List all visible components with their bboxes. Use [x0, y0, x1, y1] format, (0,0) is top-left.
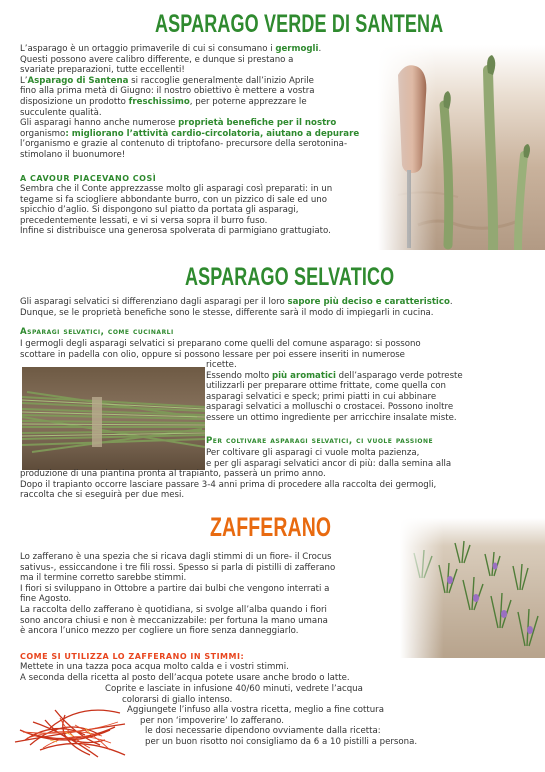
text-line: [20, 44, 390, 55]
text-line: scottare in padella con olio, oppure si possono lessare per poi essere inseriti in numerose: [20, 349, 405, 360]
text-line: Coprite e lasciate in infusione 40/60 minuti, vedrete l’acqua: [105, 684, 363, 694]
text-line: ma il termine corretto sarebbe stimmi.: [20, 573, 187, 584]
aromatici-paragraph: [206, 360, 506, 424]
text-segment: L’: [20, 75, 28, 86]
text-line: A seconda della ricetta al posto dell’acqua potete usare anche brodo o latte.: [20, 672, 350, 683]
zafferano-intro-paragraph: [20, 552, 410, 637]
subtitle-cavour: A CAVOUR PIACEVANO COSÌ: [20, 174, 157, 183]
text-segment: disposizione un prodotto: [20, 96, 129, 107]
text-line: Infine si distribuisce una generosa spolverata di parmigiano grattugiato.: [20, 226, 331, 237]
highlight-text: : migliorano l’attività cardio-circolatoria, aiutano a depurare: [65, 128, 360, 139]
text-line: La raccolta dello zafferano è quotidiana, si svolge all’alba quando i fiori: [20, 604, 327, 615]
text-line: [20, 150, 390, 161]
text-line: è ancora l’unico mezzo per cogliere un fiore senza danneggiarlo.: [20, 626, 299, 637]
text-line: [20, 139, 390, 150]
text-line: spicchio d’aglio. Si dispongono sul piatto da portata gli asparagi,: [20, 205, 299, 216]
text-segment: utilizzarli per preparare ottime frittate, come quella con: [206, 381, 446, 392]
asparagus-field-photo: [378, 45, 545, 250]
highlight-text: freschissimo: [128, 96, 190, 107]
text-segment: Questi possono avere calibro differente, e dunque si prestano a: [20, 54, 294, 65]
text-line: [206, 392, 506, 403]
utilizza-paragraph-b: [105, 684, 525, 748]
text-segment: Gli asparagi selvatici si differenziano dagli asparagi per il loro: [20, 297, 288, 307]
text-line: [20, 97, 390, 108]
text-line: [20, 65, 390, 76]
text-line: precedentemente lessati, e vi si versa sopra il burro fuso.: [20, 215, 268, 226]
text-line: Per coltivare gli asparagi ci vuole molta pazienza,: [206, 448, 420, 458]
text-line: Mettete in una tazza poca acqua molto calda e i vostri stimmi.: [20, 662, 289, 672]
text-line: [20, 76, 390, 87]
text-line: raccolta che si eseguirà per due mesi.: [20, 490, 185, 501]
coltivare-paragraph-a: [206, 448, 516, 469]
text-line: [20, 118, 390, 129]
text-line: Aggiungete l’infuso alla vostra ricetta, meglio a fine cottura: [127, 705, 384, 716]
text-line: [206, 381, 506, 392]
text-segment: essere un ottimo ingrediente per arricchire insalate miste.: [206, 412, 457, 423]
text-line: [20, 308, 530, 319]
text-segment: asparagi selvatici a molluschi o crostacei. Possono inoltre: [206, 402, 454, 413]
crocus-field-photo: [400, 518, 545, 658]
text-segment: Gli asparagi hanno anche numerose: [20, 118, 179, 129]
subtitle-coltivare: Per coltivare asparagi selvatici, ci vuole passione: [206, 436, 434, 446]
text-line: fine Agosto.: [20, 594, 72, 605]
text-line: Dopo il trapianto occorre lasciare passare 3-4 anni prima di procedere alla raccolta dei germogli,: [20, 479, 437, 490]
text-segment: si raccoglie generalmente dall’inizio Aprile: [128, 75, 314, 86]
highlight-text: sapore più deciso e caratteristico: [287, 297, 450, 307]
text-line: [20, 297, 530, 308]
cavour-recipe-paragraph: [20, 184, 380, 237]
text-segment: organismo: [20, 128, 66, 139]
text-line: [206, 402, 506, 413]
text-line: e per gli asparagi selvatici ancor di più: dalla semina alla: [206, 458, 452, 469]
text-line: per un buon risotto noi consigliamo da 6 a 10 pistilli a persona.: [145, 736, 418, 747]
subtitle-come-cucinarli: Asparagi selvatici, come cucinarli: [20, 327, 174, 337]
text-line: [20, 55, 390, 66]
text-line: Sembra che il Conte apprezzasse molto gli asparagi così preparati: in un: [20, 184, 333, 194]
text-segment: L’asparago è un ortaggio primaverile di cui si consumano i: [20, 44, 276, 54]
text-line: [206, 360, 506, 371]
highlight-text: più aromatici: [271, 370, 336, 381]
highlight-text: Asparago di Santena: [27, 75, 129, 86]
text-line: [20, 86, 390, 97]
text-line: sono ancora chiusi e non è meccanizzabile: per fortuna la mano umana: [20, 615, 328, 626]
text-line: [206, 371, 506, 382]
santena-intro-paragraph: [20, 44, 390, 161]
text-segment: svariate preparazioni, tutte eccellenti!: [20, 65, 185, 76]
section-title-santena: ASPARAGO VERDE DI SANTENA: [155, 10, 444, 38]
text-line: [20, 108, 390, 119]
text-line: I fiori si sviluppano in Ottobre a partire dai bulbi che vengono interrati a: [20, 583, 330, 594]
text-line: Lo zafferano è una spezia che si ricava dagli stimmi di un fiore- il Crocus: [20, 552, 332, 562]
text-segment: .: [318, 44, 322, 54]
section-title-selvatico: ASPARAGO SELVATICO: [185, 263, 395, 291]
cucinarli-paragraph: [20, 339, 520, 360]
text-segment: succulente qualità.: [20, 107, 102, 118]
coltivare-paragraph-b: [20, 469, 520, 501]
text-line: I germogli degli asparagi selvatici si preparano come quelli del comune asparago: si possono: [20, 339, 421, 349]
highlight-text: proprietà benefiche per il nostro: [178, 118, 337, 129]
text-segment: fino alla prima metà di Giugno: il nostro obiettivo è mettere a vostra: [20, 86, 315, 97]
text-segment: , per poterne apprezzare le: [189, 96, 307, 107]
selvatico-intro-paragraph: [20, 297, 530, 318]
text-segment: l’organismo e grazie al contenuto di triptofano- precursore della serotonina-: [20, 139, 348, 150]
subtitle-come-utilizza: COME SI UTILIZZA LO ZAFFERANO IN STIMMI:: [20, 652, 245, 661]
text-line: [20, 129, 390, 140]
text-line: produzione di una piantina pronta al trapianto, passerà un primo anno.: [20, 469, 326, 479]
text-line: tegame si fa sciogliere abbondante burro, con un pizzico di sale ed uno: [20, 194, 328, 205]
text-line: per non ‘impoverire’ lo zafferano.: [140, 715, 284, 726]
text-line: colorarsi di giallo intenso.: [122, 694, 233, 705]
text-line: sativus-, essiccandone i tre fili rossi. Spesso si parla di pistilli di zafferano: [20, 562, 336, 573]
text-line: le dosi necessarie dipendono ovviamente dalla ricetta:: [145, 726, 381, 737]
text-segment: .: [449, 297, 453, 307]
text-segment: Essendo molto: [206, 370, 272, 381]
text-segment: asparagi selvatici e speck; primi piatti in cui abbinare: [206, 391, 437, 402]
text-segment: stimolano il buonumore!: [20, 149, 126, 160]
text-segment: Dunque, se le proprietà benefiche sono le stesse, differente sarà il modo di impiegarli in cucina.: [20, 307, 434, 318]
text-segment: dell’asparago verde potreste: [335, 370, 463, 381]
text-line: [206, 413, 506, 424]
wild-asparagus-photo: [22, 367, 205, 470]
highlight-text: germogli: [275, 44, 319, 54]
section-title-zafferano: ZAFFERANO: [210, 512, 332, 542]
text-segment: ricette.: [206, 360, 237, 370]
